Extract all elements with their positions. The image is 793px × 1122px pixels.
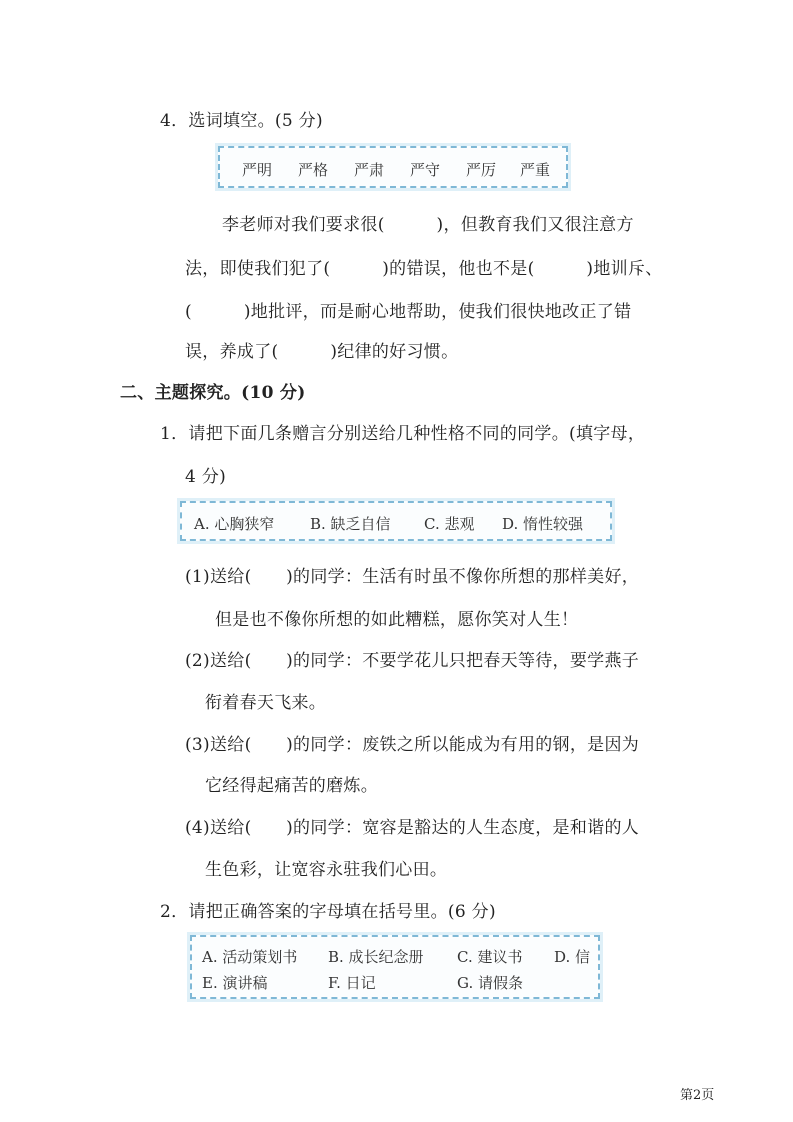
q1-item-2-line2: 衔着春天飞来。 (205, 693, 327, 713)
q2-option-e: E. 演讲稿 (202, 974, 268, 992)
q1-title-line1: 1．请把下面几条赠言分别送给几种性格不同的同学。(填字母， (160, 424, 646, 444)
q4-line-2: 法，即使我们犯了( )的错误，他也不是( )地训斥、 (185, 259, 663, 279)
q2-title: 2．请把正确答案的字母填在括号里。(6 分) (160, 902, 496, 922)
q4-word-3: 严肃 (354, 161, 385, 179)
q2-option-g: G. 请假条 (457, 974, 523, 992)
q4-word-6: 严重 (520, 161, 551, 179)
q2-option-a: A. 活动策划书 (202, 948, 298, 966)
q1-option-a: A. 心胸狭窄 (194, 515, 275, 533)
q4-line-4: 误，养成了( )纪律的好习惯。 (185, 342, 459, 362)
q1-option-b: B. 缺乏自信 (310, 515, 391, 533)
q4-word-1: 严明 (242, 161, 273, 179)
q1-option-box (180, 501, 612, 541)
q1-option-c: C. 悲观 (424, 515, 475, 533)
q1-item-2-line1: (2)送给( )的同学：不要学花儿只把春天等待，要学燕子 (185, 651, 640, 671)
q2-option-b: B. 成长纪念册 (328, 948, 424, 966)
q2-option-box (190, 935, 600, 999)
q4-word-2: 严格 (298, 161, 329, 179)
q4-word-4: 严守 (410, 161, 441, 179)
q4-line-1: 李老师对我们要求很( )，但教育我们又很注意方 (222, 215, 634, 235)
q2-option-d: D. 信 (554, 948, 591, 966)
q1-item-1-line2: 但是也不像你所想的如此糟糕，愿你笑对人生！ (215, 610, 579, 630)
q1-title-line2: 4 分) (185, 467, 227, 487)
q1-item-1-line1: (1)送给( )的同学：生活有时虽不像你所想的那样美好， (185, 567, 640, 587)
q1-item-3-line2: 它经得起痛苦的磨炼。 (205, 776, 378, 796)
q2-option-f: F. 日记 (328, 974, 376, 992)
q1-item-3-line1: (3)送给( )的同学：废铁之所以能成为有用的钢，是因为 (185, 735, 640, 755)
page-number: 第2页 (680, 1088, 715, 1103)
q1-item-4-line2: 生色彩，让宽容永驻我们心田。 (205, 860, 448, 880)
q4-word-5: 严厉 (466, 161, 497, 179)
section2-title: 二、主题探究。(10 分) (120, 383, 306, 403)
q4-word-box (218, 146, 568, 188)
q4-title: 4．选词填空。(5 分) (160, 111, 323, 131)
q2-option-c: C. 建议书 (457, 948, 523, 966)
q1-option-d: D. 惰性较强 (502, 515, 584, 533)
q4-line-3: ( )地批评，而是耐心地帮助，使我们很快地改正了错 (185, 302, 632, 322)
q1-item-4-line1: (4)送给( )的同学：宽容是豁达的人生态度，是和谐的人 (185, 818, 640, 838)
